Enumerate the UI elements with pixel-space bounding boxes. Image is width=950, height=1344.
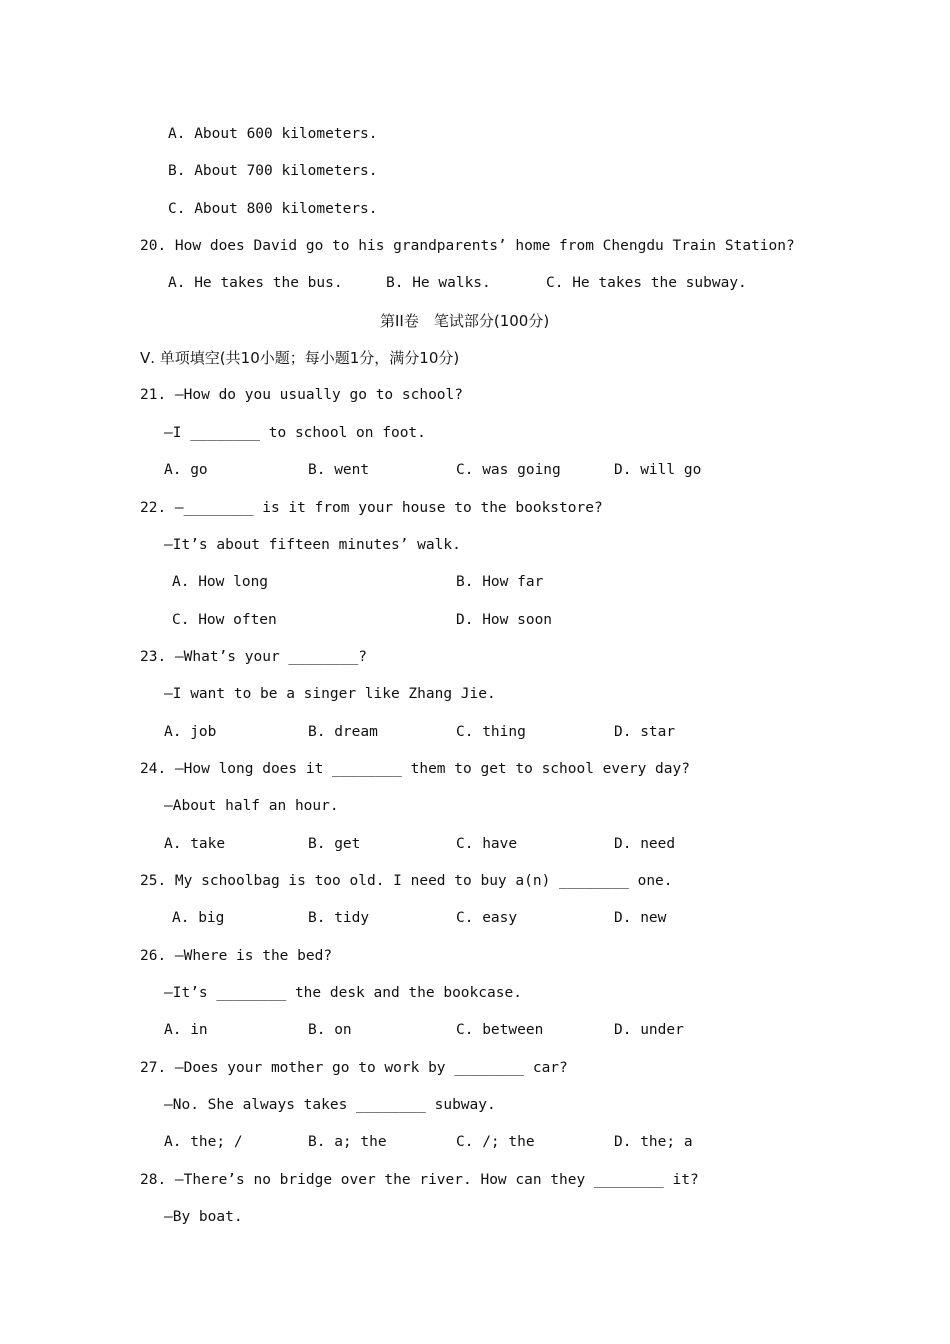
- question-26-option-d: D. under: [614, 1022, 684, 1038]
- question-21-option-b: B. went: [308, 462, 370, 478]
- question-22-stem: 22. —________ is it from your house to the bookstore?: [140, 500, 603, 516]
- question-24-option-d: D. need: [614, 836, 676, 852]
- part-title: 第II卷 笔试部分(100分): [380, 312, 550, 330]
- question-26-option-a: A. in: [164, 1022, 208, 1038]
- question-25-stem: 25. My schoolbag is too old. I need to buy a(n) ________ one.: [140, 873, 673, 889]
- question-21-stem: 21. —How do you usually go to school?: [140, 387, 464, 403]
- question-20-option-b: B. He walks.: [386, 275, 491, 291]
- question-24-option-b: B. get: [308, 836, 361, 852]
- question-23-option-a: A. job: [164, 724, 217, 740]
- question-21-reply: —I ________ to school on foot.: [164, 425, 426, 441]
- question-23-reply: —I want to be a singer like Zhang Jie.: [164, 686, 496, 702]
- question-25-option-b: B. tidy: [308, 910, 370, 926]
- question-21-option-d: D. will go: [614, 462, 702, 478]
- question-22-option-d: D. How soon: [456, 612, 553, 628]
- question-23-option-d: D. star: [614, 724, 676, 740]
- question-24-option-c: C. have: [456, 836, 518, 852]
- question-27-stem: 27. —Does your mother go to work by ________ car?: [140, 1060, 568, 1076]
- question-20-option-a: A. He takes the bus.: [168, 275, 343, 291]
- question-27-option-d: D. the; a: [614, 1134, 693, 1150]
- question-27-reply: —No. She always takes ________ subway.: [164, 1097, 496, 1113]
- question-23-stem: 23. —What’s your ________?: [140, 649, 367, 665]
- question-22-option-c: C. How often: [172, 612, 277, 628]
- question-26-stem: 26. —Where is the bed?: [140, 948, 333, 964]
- question-22-option-b: B. How far: [456, 574, 544, 590]
- question-27-option-c: C. /; the: [456, 1134, 535, 1150]
- question-22-option-a: A. How long: [172, 574, 269, 590]
- option-c: C. About 800 kilometers.: [168, 201, 378, 217]
- question-22-reply: —It’s about fifteen minutes’ walk.: [164, 537, 461, 553]
- question-25-option-c: C. easy: [456, 910, 518, 926]
- question-24-reply: —About half an hour.: [164, 798, 339, 814]
- question-27-option-b: B. a; the: [308, 1134, 387, 1150]
- option-b: B. About 700 kilometers.: [168, 163, 378, 179]
- question-23-option-c: C. thing: [456, 724, 526, 740]
- question-24-option-a: A. take: [164, 836, 226, 852]
- question-24-stem: 24. —How long does it ________ them to get to school every day?: [140, 761, 690, 777]
- question-27-option-a: A. the; /: [164, 1134, 243, 1150]
- question-25-option-d: D. new: [614, 910, 667, 926]
- question-21-option-a: A. go: [164, 462, 208, 478]
- question-20-stem: 20. How does David go to his grandparents’ home from Chengdu Train Station?: [140, 238, 795, 254]
- question-21-option-c: C. was going: [456, 462, 561, 478]
- section-title: Ⅴ. 单项填空(共10小题；每小题1分，满分10分): [140, 349, 460, 367]
- option-a: A. About 600 kilometers.: [168, 126, 378, 142]
- question-25-option-a: A. big: [172, 910, 225, 926]
- question-26-reply: —It’s ________ the desk and the bookcase.: [164, 985, 522, 1001]
- question-28-reply: —By boat.: [164, 1209, 243, 1225]
- question-23-option-b: B. dream: [308, 724, 378, 740]
- question-26-option-b: B. on: [308, 1022, 352, 1038]
- question-20-option-c: C. He takes the subway.: [546, 275, 747, 291]
- question-28-stem: 28. —There’s no bridge over the river. How can they ________ it?: [140, 1172, 699, 1188]
- question-26-option-c: C. between: [456, 1022, 544, 1038]
